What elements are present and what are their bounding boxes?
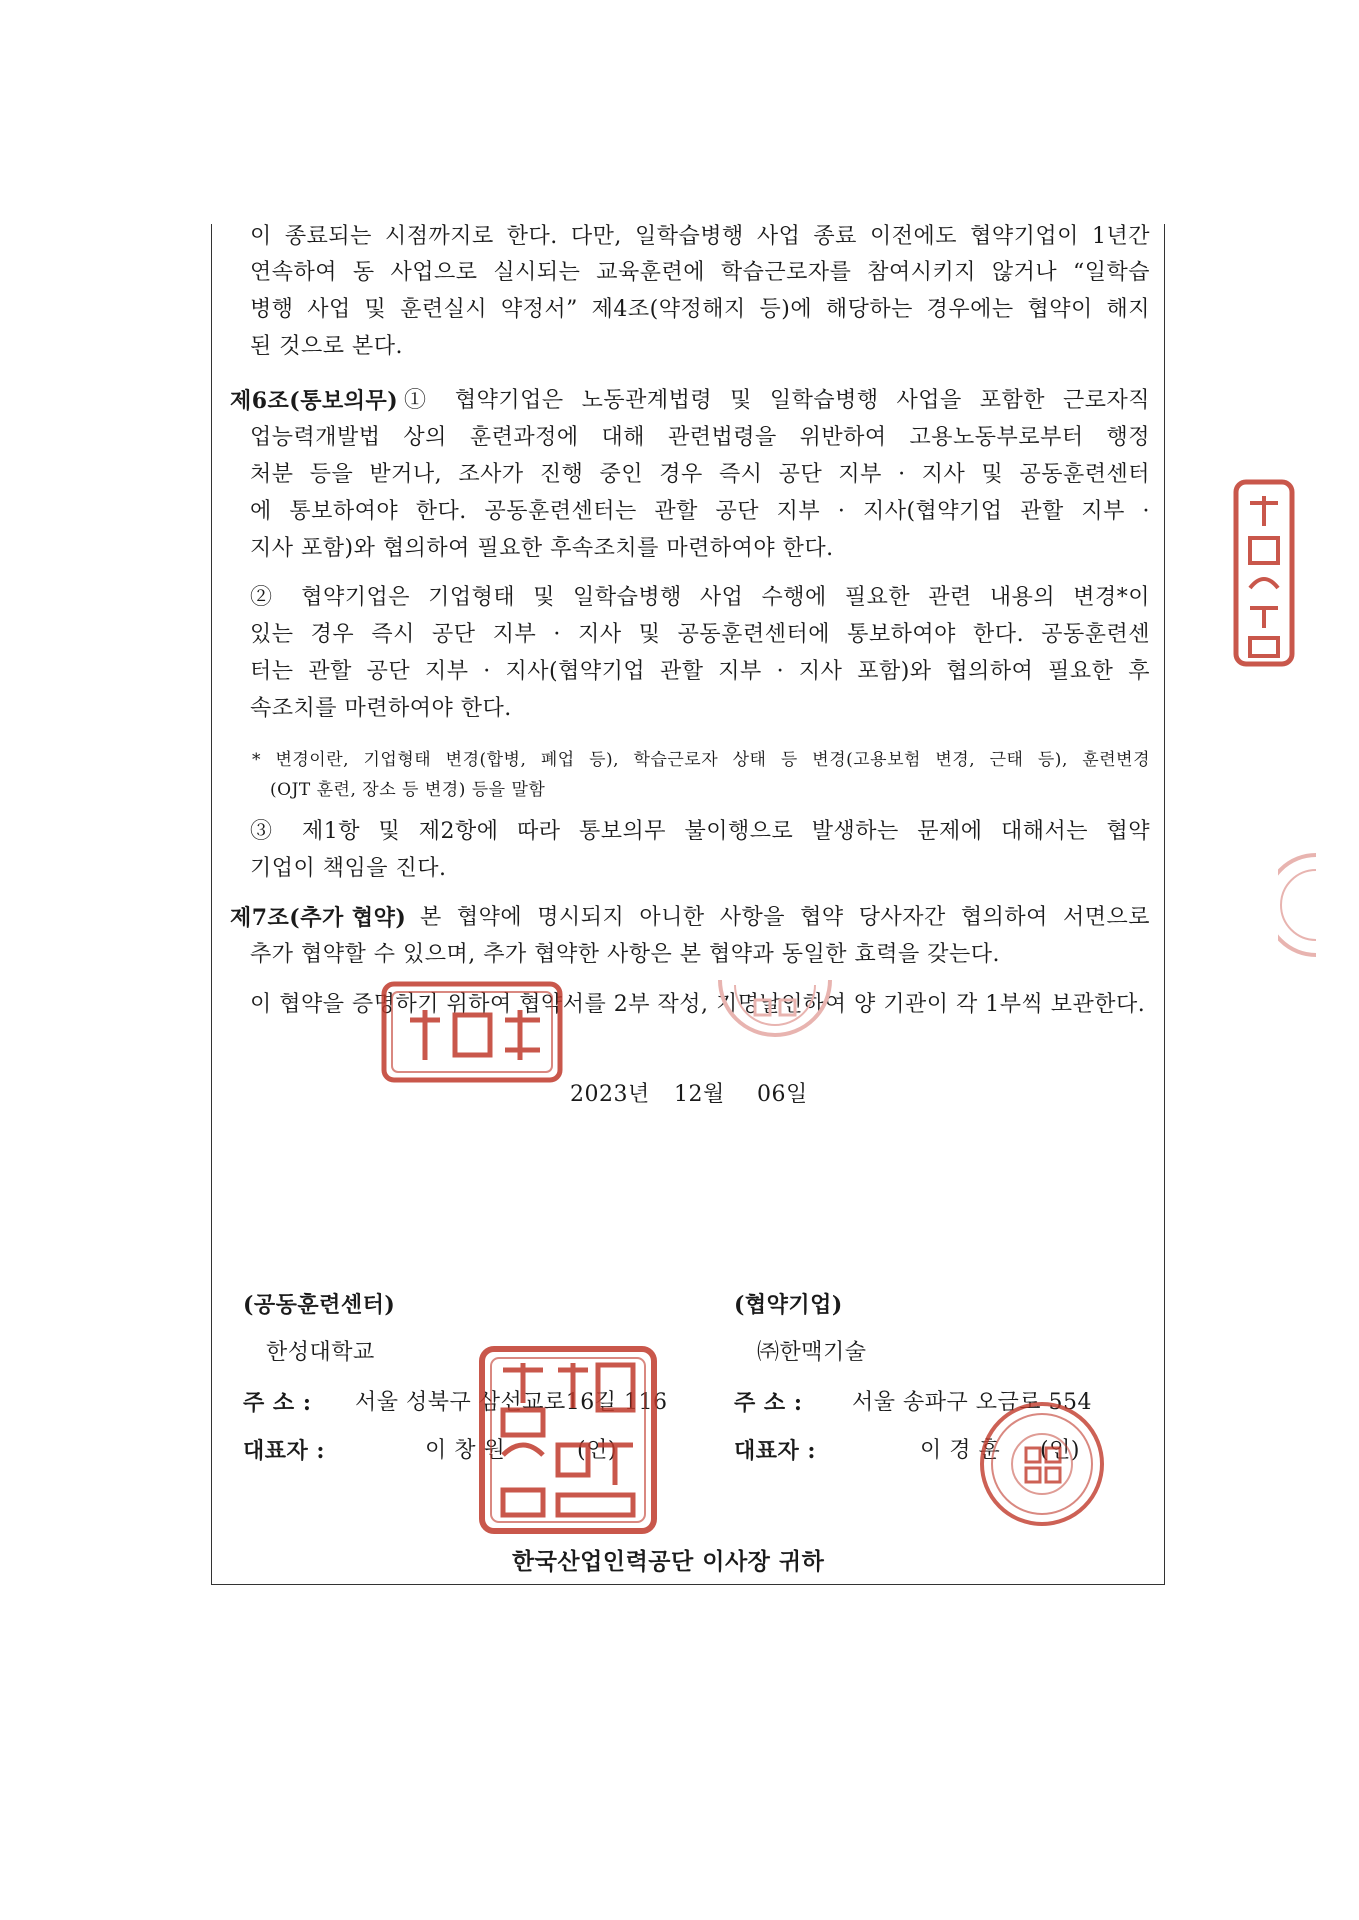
center-seal-stamp-overlap [380, 980, 564, 1084]
company-name: ㈜한맥기술 [757, 1340, 867, 1365]
company-rep-name: 이 경 훈 [920, 1438, 1001, 1463]
center-name: 한성대학교 [266, 1340, 375, 1365]
article6-p1-line-4: 에 통보하여야 한다. 공동훈련센터는 관할 공단 지부 · 지사(협약기업 관할 지부 · [250, 499, 1150, 524]
article6-p1-line-5: 지사 포함)와 협의하여 필요한 후속조치를 마련하여야 한다. [250, 536, 834, 561]
center-seal-mark: (인) [577, 1438, 617, 1463]
center-rep-name: 이 창 원 [425, 1438, 506, 1463]
center-heading: (공동훈련센터) [243, 1292, 396, 1318]
article6-p1-line-3: 처분 등을 받거나, 조사가 진행 중인 경우 즉시 공단 지부 · 지사 및 공동훈련센터 [250, 462, 1150, 487]
date-month: 12월 [674, 1082, 725, 1107]
article6-p2-line-1: ② 협약기업은 기업형태 및 일학습병행 사업 수행에 필요한 관련 내용의 변경*이 [250, 585, 1150, 610]
partial-seal-stamp-right [1232, 478, 1296, 668]
company-address: 서울 송파구 오금로 554 [852, 1390, 1092, 1415]
article6-note-line-1: * 변경이란, 기업형태 변경(합병, 폐업 등), 학습근로자 상태 등 변경(고용보험 변경, 근태 등), 훈련변경 [252, 750, 1150, 770]
date-day: 06일 [757, 1082, 808, 1107]
article5-line-4: 된 것으로 본다. [250, 334, 403, 359]
company-seal-stamp-overlap [715, 975, 835, 1045]
article5-line-2: 연속하여 동 사업으로 실시되는 교육훈련에 학습근로자를 참여시키지 않거나 “일학습 [250, 260, 1150, 285]
article6-p2-line-4: 속조치를 마련하여야 한다. [250, 696, 512, 721]
article7-line-2: 추가 협약할 수 있으며, 추가 협약한 사항은 본 협약과 동일한 효력을 갖는다. [250, 942, 1000, 967]
center-seal-stamp [478, 1345, 658, 1535]
article6-p3-line-2: 기업이 책임을 진다. [250, 856, 447, 881]
center-rep-label: 대표자 : [243, 1438, 326, 1464]
article6-p2-line-2: 있는 경우 즉시 공단 지부 · 지사 및 공동훈련센터에 통보하여야 한다. 공동훈련센 [250, 622, 1150, 647]
article7-line-1: 본 협약에 명시되지 아니한 사항을 협약 당사자간 협의하여 서면으로 [420, 905, 1150, 930]
article6-p1-line-1: ① 협약기업은 노동관계법령 및 일학습병행 사업을 포함한 근로자직 [404, 388, 1150, 413]
article6-note-line-2: (OJT 훈련, 장소 등 변경) 등을 말함 [270, 780, 546, 800]
addressee: 한국산업인력공단 이사장 귀하 [512, 1548, 825, 1575]
center-address: 서울 성북구 삼선교로16길 116 [355, 1390, 668, 1415]
article7-heading: 제7조(추가 협약) [230, 905, 407, 931]
company-heading: (협약기업) [734, 1292, 843, 1318]
partial-seal-stamp-edge [1278, 850, 1318, 960]
date-year: 2023년 [570, 1082, 650, 1107]
company-seal-mark: (인) [1040, 1438, 1080, 1463]
article6-p2-line-3: 터는 관할 공단 지부 · 지사(협약기업 관할 지부 · 지사 포함)와 협의하여 필요한 후 [250, 659, 1150, 684]
company-seal-stamp [978, 1400, 1106, 1528]
company-address-label: 주 소 : [734, 1390, 803, 1416]
closing-statement: 이 협약을 증명하기 위하여 협약서를 2부 작성, 기명날인하여 양 기관이 각 1부씩 보관한다. [250, 992, 1146, 1017]
center-address-label: 주 소 : [243, 1390, 312, 1416]
article6-p3-line-1: ③ 제1항 및 제2항에 따라 통보의무 불이행으로 발생하는 문제에 대해서는 협약 [250, 819, 1150, 844]
article5-line-1: 이 종료되는 시점까지로 한다. 다만, 일학습병행 사업 종료 이전에도 협약기업이 1년간 [250, 224, 1150, 249]
article5-line-3: 병행 사업 및 훈련실시 약정서” 제4조(약정해지 등)에 해당하는 경우에는 협약이 해지 [250, 297, 1150, 322]
article6-heading: 제6조(통보의무) [230, 388, 399, 414]
company-rep-label: 대표자 : [734, 1438, 817, 1464]
article6-p1-line-2: 업능력개발법 상의 훈련과정에 대해 관련법령을 위반하여 고용노동부로부터 행정 [250, 425, 1150, 450]
